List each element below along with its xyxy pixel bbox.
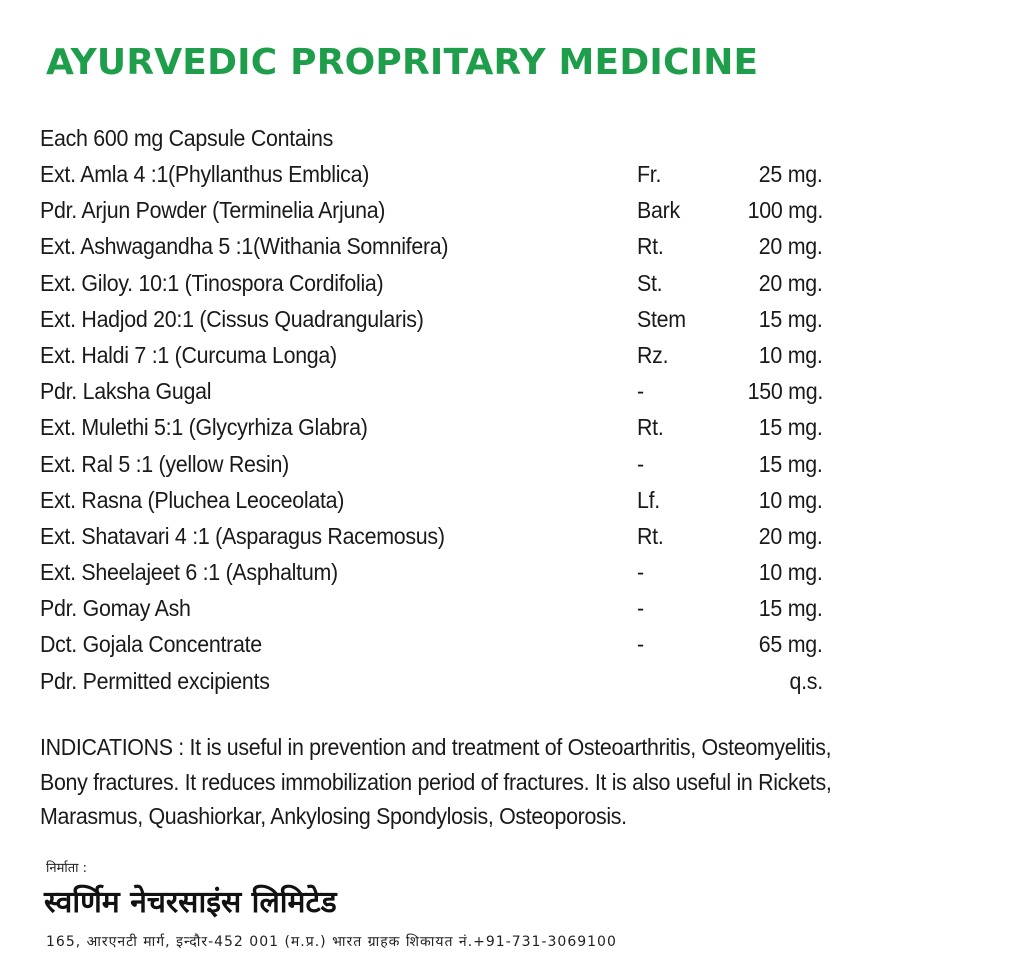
ingredient-row	[40, 410, 840, 446]
ingredient-part: Rt.	[637, 233, 664, 260]
ingredient-name: Ext. Haldi 7 :1 (Curcuma Longa)	[40, 341, 337, 368]
ingredient-quantity: 10 mg.	[759, 559, 823, 586]
ingredient-part: Stem	[637, 305, 686, 332]
ingredient-name: Pdr. Permitted excipients	[40, 667, 270, 694]
ingredient-quantity: 25 mg.	[759, 161, 823, 187]
ingredient-name: Dct. Gojala Concentrate	[40, 631, 262, 658]
ingredient-name: Ext. Mulethi 5:1 (Glycyrhiza Glabra)	[40, 414, 368, 441]
ingredient-quantity: q.s.	[789, 667, 823, 694]
ingredient-part: -	[637, 450, 644, 477]
ingredient-part: Fr.	[637, 161, 662, 187]
page-title: AYURVEDIC PROPRITARY MEDICINE	[46, 42, 759, 83]
ingredient-row	[40, 266, 840, 302]
ingredient-row	[40, 193, 840, 229]
ingredient-quantity: 65 mg.	[759, 631, 823, 658]
ingredient-name: Ext. Ashwagandha 5 :1(Withania Somnifera)	[40, 233, 449, 260]
ingredient-name: Pdr. Arjun Powder (Terminelia Arjuna)	[40, 197, 386, 224]
ingredient-part: Rz.	[637, 341, 669, 368]
ingredient-name: Ext. Hadjod 20:1 (Cissus Quadrangularis)	[40, 305, 424, 332]
ingredient-name: Ext. Giloy. 10:1 (Tinospora Cordifolia)	[40, 269, 384, 296]
ingredient-name: Ext. Ral 5 :1 (yellow Resin)	[40, 450, 289, 477]
ingredient-part: Lf.	[637, 486, 660, 513]
ingredient-name: Ext. Sheelajeet 6 :1 (Asphaltum)	[40, 559, 338, 586]
capsule-composition-heading: Each 600 mg Capsule Contains	[40, 125, 334, 151]
ingredient-name: Ext. Amla 4 :1(Phyllanthus Emblica)	[40, 161, 370, 187]
ingredient-name: Ext. Rasna (Pluchea Leoceolata)	[40, 486, 345, 513]
indications-line: Bony fractures. It reduces immobilization period of fractures. It is also useful in Rickets,	[40, 768, 832, 795]
ingredient-quantity: 15 mg.	[759, 305, 823, 332]
ingredient-quantity: 15 mg.	[759, 595, 823, 622]
ingredient-quantity: 100 mg.	[747, 197, 823, 224]
ingredient-name: Ext. Shatavari 4 :1 (Asparagus Racemosus)	[40, 522, 445, 549]
ingredient-row	[40, 627, 840, 663]
ingredient-part: Rt.	[637, 522, 664, 549]
ingredient-row	[40, 519, 840, 555]
ingredient-name: Pdr. Laksha Gugal	[40, 378, 212, 405]
ingredient-quantity: 15 mg.	[759, 414, 823, 441]
ingredient-row	[40, 374, 840, 410]
ingredient-part: -	[637, 378, 644, 405]
ingredient-part: -	[637, 631, 644, 658]
manufacturer-address: 165, आरएनटी मार्ग, इन्दौर-452 001 (म.प्र.) भारत ग्राहक शिकायत नं.+91-731-3069100	[46, 934, 617, 950]
ingredients-table	[40, 157, 840, 700]
manufacturer-name: स्वर्णिम नेचरसाइंस लिमिटेड	[44, 885, 337, 920]
ingredient-quantity: 150 mg.	[747, 378, 823, 405]
ingredient-row	[40, 664, 840, 700]
ingredient-row	[40, 302, 840, 338]
ingredient-part: Bark	[637, 197, 680, 224]
indications-line: Marasmus, Quashiorkar, Ankylosing Spondylosis, Osteoporosis.	[40, 803, 627, 829]
ingredient-part: Rt.	[637, 414, 664, 441]
ingredient-quantity: 20 mg.	[759, 269, 823, 296]
ingredient-row	[40, 555, 840, 591]
ingredient-quantity: 10 mg.	[759, 486, 823, 513]
ingredient-row	[40, 229, 840, 265]
ingredient-quantity: 15 mg.	[759, 450, 823, 477]
ingredient-quantity: 20 mg.	[759, 522, 823, 549]
ingredient-row	[40, 338, 840, 374]
manufacturer-label: निर्माता :	[46, 861, 88, 876]
ingredient-row	[40, 447, 840, 483]
ingredient-row	[40, 483, 840, 519]
indications-paragraph	[40, 730, 840, 834]
ingredient-row	[40, 591, 840, 627]
ingredient-row	[40, 157, 840, 193]
ingredient-quantity: 10 mg.	[759, 341, 823, 368]
ingredient-quantity: 20 mg.	[759, 233, 823, 260]
ingredient-part: -	[637, 595, 644, 622]
ingredient-part: -	[637, 559, 644, 586]
ingredient-name: Pdr. Gomay Ash	[40, 595, 191, 622]
indications-line: INDICATIONS : It is useful in prevention and treatment of Osteoarthritis, Osteomyelitis,	[40, 734, 832, 760]
ingredient-part: St.	[637, 269, 663, 296]
